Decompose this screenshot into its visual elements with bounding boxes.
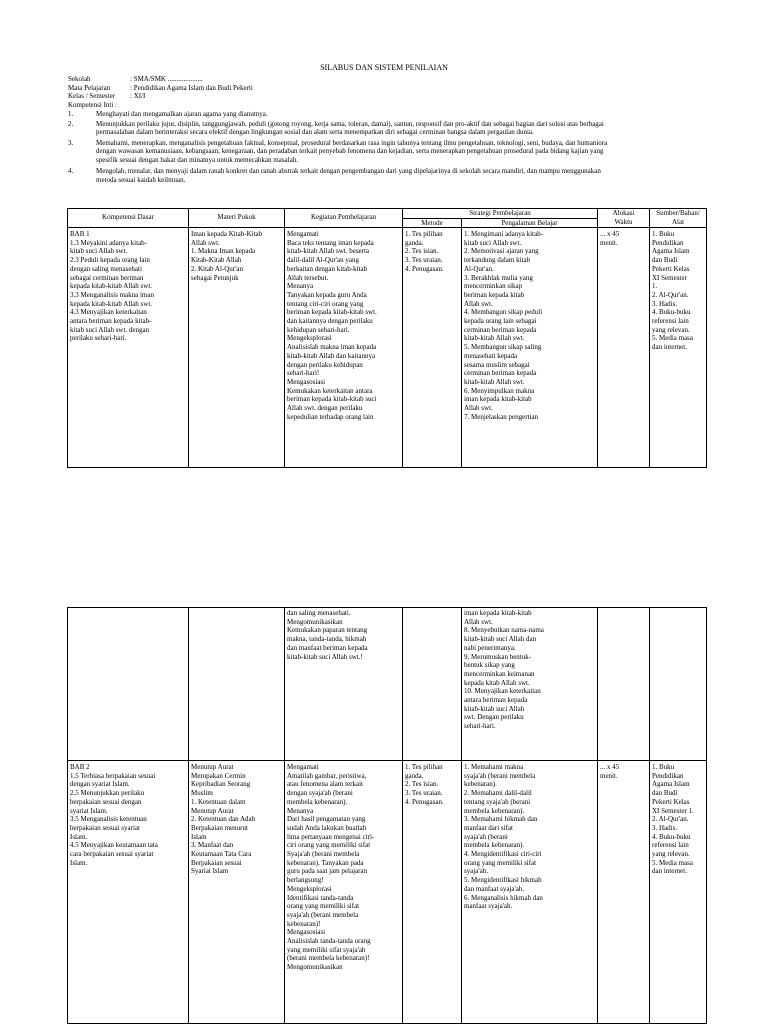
kompetensi-inti-item — [68, 139, 708, 165]
cell-line: Allah swt. dengan perilaku — [287, 404, 363, 412]
pengalaman-cell — [462, 228, 597, 467]
cell-line: 6. Menganalisis hikmah dan — [464, 893, 543, 902]
kompetensi-inti-item — [68, 110, 708, 119]
cell-line: 1.5 Terbiasa berpakaian sesuai — [70, 771, 156, 780]
cell-line: 2. Al-Qur'an. — [652, 290, 689, 299]
cell-line: dan internet. — [652, 867, 687, 876]
cell-line: Mengamati — [287, 230, 319, 238]
cell-line: dengan saling menasehati — [70, 264, 142, 273]
cell-line: 9. Merumuskan bentuk- — [464, 652, 532, 661]
cell-line: orang yang memiliki sifat — [464, 858, 537, 867]
cell-line: kitab-kitab Allah swt. — [464, 377, 525, 386]
item-number: 4. — [68, 167, 74, 176]
cell-line: Keutamaan Tata Cara — [191, 850, 252, 858]
item-text-line: Menunjukkan perilaku jujur, disiplin, tanggungjawab, peduli (gotong royong, kerja sama, toleran, damai), santun, responsif dan pro-aktif dan sebagai bagian dari solusi atas berbagai — [96, 119, 604, 128]
item-text-line: metoda sesuai kaidah keilmuan. — [96, 175, 186, 184]
cell-line: dan saling menasehati. — [287, 609, 351, 617]
cell-line: dan Budi — [652, 256, 678, 265]
cell-line: ganda. — [405, 771, 424, 780]
cell-line: kitab-kitab Allah swt. — [464, 334, 525, 343]
cell-line: beriman kepada kitab — [464, 290, 525, 299]
cell-line: BAB 2 — [70, 763, 90, 771]
cell-line: Allah swt. — [464, 299, 493, 308]
cell-line: 1. Ketentuan dalam — [191, 797, 246, 806]
cell-line: Kemukakan paparan tentang — [287, 626, 368, 635]
cell-line: sehari-hari! — [287, 369, 320, 378]
cell-line: 3.3 Menganalisis makna iman — [70, 290, 154, 299]
cell-line: 2. Memotivasi ajaran yang — [464, 247, 539, 256]
header-label: Sekolah — [68, 75, 91, 83]
cell-line: mencerminkan sikap — [464, 282, 523, 291]
cell-line: 2.5 Menunjukkan perilaku — [70, 789, 145, 798]
cell-line: membela kebenaran). — [287, 797, 348, 806]
cell-line: 4. Buku-buku — [652, 308, 691, 317]
cell-line: 4. Penugasan. — [405, 797, 444, 806]
cell-line: 4. Membangun sikap peduli — [464, 308, 543, 317]
cell-line: manfaat dari sifat — [464, 823, 513, 832]
item-text-line: dengan wawasan kemanusiaan, kebangsaan, kenegaraan, dan peradaban terkait penyebab fenomena dan kejadian, serta menerapkan pengetahuan prosedural pada bidang kajian yang — [96, 147, 604, 156]
cell-line: bentuk sikap yang — [464, 661, 515, 670]
cell-line: Dari hasil pengamatan yang — [287, 815, 366, 824]
header-value: : XI/I — [130, 92, 146, 100]
cell-line: 5. Mengidentifikasi hikmah — [464, 876, 542, 885]
cell-line: kebenaran). Tanyakan pada — [287, 858, 364, 867]
alokasi-cell — [598, 761, 649, 1023]
cell-line: 4. Buku-buku — [652, 832, 691, 841]
cell-line: yang relevan. — [652, 325, 690, 334]
cell-line: nabi penerimanya. — [464, 643, 516, 652]
cell-line: yang memiliki sifat syaja'ah — [287, 945, 366, 954]
cell-line: cerminan beriman kepada — [464, 325, 537, 334]
cell-line: dan manfaat beriman kepada — [287, 643, 368, 652]
materi-cell — [189, 608, 284, 760]
cell-line: 2. Al-Qur'an. — [652, 815, 689, 824]
cell-line: kitab suci Allah swt. dengan — [70, 325, 150, 334]
cell-line: 8. Menyebutkan nama-nama — [464, 626, 544, 635]
cell-line: mencerminkan keimanan — [464, 669, 535, 678]
cell-line: XI Semester 1. — [652, 806, 694, 815]
cell-line: Mengomunikasikan — [287, 617, 343, 626]
item-text-line: spesifik sesuai dengan bakat dan minatnya untuk memecahkan masalah. — [96, 155, 298, 164]
cell-line: dengan perilaku kehidupan — [287, 360, 363, 369]
cell-line: kepada kitab-kitab Allah swt. — [70, 299, 153, 308]
cell-line: iman kepada kitab-kitab — [464, 609, 532, 617]
cell-line: 4.3 Menyajikan keterkaitan — [70, 308, 147, 317]
alokasi-cell — [598, 228, 649, 467]
kd-cell — [68, 228, 188, 467]
cell-line: 2. Ketentuan dan Adab — [191, 815, 256, 824]
cell-line: kitab-kitab suci Allah swt.! — [287, 652, 363, 661]
cell-line: Allah tersebut. — [287, 273, 329, 282]
cell-line: Kepribadian Seorang — [191, 780, 251, 789]
cell-line: sudah Anda lakukan buatlah — [287, 823, 367, 832]
cell-line: Islam. — [70, 832, 88, 841]
item-text-line: Memahami, menerapkan, menganalisis pengetahuan faktual, konseptual, prosedural berdasarkan rasa ingin tahunya tentang ilmu pengetahuan, teknologi, seni, budaya, dan humaniora — [96, 138, 608, 147]
cell-line: 3. Tes uraian. — [405, 789, 443, 798]
alokasi-cell — [598, 608, 649, 760]
metode-cell — [403, 228, 461, 467]
cell-line: referensi lain — [652, 841, 689, 850]
cell-line: dan Budi — [652, 789, 678, 798]
sumber-cell — [650, 761, 706, 1023]
cell-line: Analisislah makna iman kepada — [287, 343, 377, 352]
cell-line: kehidupan sehari-hari. — [287, 325, 350, 334]
kd-cell — [68, 608, 188, 760]
cell-line: Menutup Aurat — [191, 806, 234, 815]
cell-line: swt. Dengan perilaku — [464, 713, 524, 722]
cell-line: 2. Memahami dalil-dalil — [464, 789, 532, 798]
cell-line: Mengasosiasi — [287, 928, 326, 937]
header-pengalaman-belajar: Pengalaman Belajar — [462, 218, 598, 228]
cell-line: Mengamati — [287, 763, 319, 771]
cell-line: Pendidikan — [652, 238, 684, 247]
cell-line: Menutup Aurat — [191, 763, 234, 771]
header-value: : Pendidikan Agama Islam dan Budi Pekerti — [130, 83, 253, 92]
cell-line: 5. Media masa — [652, 858, 694, 867]
item-number: 3. — [68, 138, 74, 147]
cell-line: XI Semester — [652, 273, 687, 282]
cell-line: berlangsung! — [287, 876, 324, 885]
cell-line: iman kepada kitab-kitab — [464, 395, 532, 404]
materi-cell — [189, 228, 284, 467]
cell-line: 1. Mengimani adanya kitab- — [464, 230, 543, 238]
sumber-cell — [650, 228, 706, 467]
cell-line: Pendidikan — [652, 771, 684, 780]
cell-line: Al-Qur'an. — [464, 264, 494, 273]
page-title: SILABUS DAN SISTEM PENILAIAN — [320, 63, 448, 72]
cell-line: kitab-kitab suci Allah dan — [464, 635, 537, 644]
header-strategi-pembelajaran: Strategi Pembelajaran — [403, 209, 598, 219]
cell-line: makna, tanda-tanda, hikmah — [287, 635, 367, 644]
cell-line: 2. Kitab Al-Qur'an — [191, 264, 244, 273]
cell-line: kebenaran)! — [287, 919, 321, 928]
cell-line: berkaitan dengan kitab-kitab — [287, 264, 368, 273]
cell-line: Pekerti Kelas — [652, 797, 690, 806]
cell-line: Menanya — [287, 806, 314, 815]
cell-line: membela kebenaran). — [464, 806, 525, 815]
cell-line: 3. Hadis. — [652, 823, 678, 832]
cell-line: menit. — [600, 771, 618, 780]
cell-line: Kemukakan keterkaitan antara — [287, 386, 373, 395]
cell-line: Menanya — [287, 282, 314, 291]
sumber-cell — [650, 608, 706, 760]
cell-line: 1. Tes pilihan — [405, 763, 443, 771]
cell-line: Tanyakan kepada guru Anda — [287, 290, 367, 299]
cell-line: 5. Membangun sikap saling — [464, 343, 542, 352]
cell-line: ganda. — [405, 238, 424, 247]
cell-line: berpakaian sesuai syariat — [70, 823, 140, 832]
cell-line: menit. — [600, 238, 618, 247]
cell-line: kepada orang lain sebagai — [464, 317, 537, 325]
cell-line: Allah swt. — [464, 617, 493, 626]
cell-line: Agama Islam — [652, 247, 690, 256]
cell-line: perilaku sehari-hari. — [70, 334, 127, 343]
cell-line: 1.3 Meyakini adanya kitab- — [70, 238, 147, 247]
cell-line: sesama muslim sebagai — [464, 360, 530, 369]
cell-line: 4. Penugasan. — [405, 264, 444, 273]
header-metode: Metode — [403, 218, 462, 228]
cell-line: 2.3 Peduli kepada orang lain — [70, 256, 150, 265]
cell-line: 7. Menjelaskan pengertian — [464, 412, 539, 421]
cell-line: Muslim — [191, 789, 213, 798]
cell-line: 4.5 Menyajikan keutamaan tata — [70, 841, 158, 850]
cell-line: 3. Tes uraian. — [405, 256, 443, 265]
cell-line: berpakaian sesuai dengan — [70, 797, 142, 806]
kegiatan-cell — [285, 761, 402, 1023]
cell-line: kepada kitab Allah swt. — [464, 678, 530, 687]
cell-line: ... x 45 — [600, 763, 620, 771]
cell-line: dan internet. — [652, 343, 687, 352]
cell-line: kepada kitab-kitab Allah swt. — [70, 282, 153, 291]
cell-line: syariat Islam. — [70, 806, 108, 815]
cell-line: Mengeksplorasi — [287, 334, 332, 343]
cell-line: cerminan beriman kepada — [464, 369, 537, 378]
item-number: 1. — [68, 110, 74, 118]
cell-line: tentang syaja'ah (berani — [464, 797, 531, 806]
cell-line: ciri orang yang memiliki sifat — [287, 841, 371, 850]
cell-line: beriman kepada kitab-kitab suci — [287, 395, 377, 404]
cell-line: syaja'ah (berani — [464, 832, 508, 841]
cell-line: Mengasosiasi — [287, 377, 326, 386]
cell-line: syaja'ah (berani membela — [464, 771, 536, 780]
syllabus-table-2 — [67, 607, 707, 1024]
cell-line: 1. Memahami makna — [464, 763, 524, 771]
cell-line: Mengeksplorasi — [287, 884, 332, 893]
header-alokasi-waktu: Alokasi Waktu — [598, 209, 650, 228]
cell-line: kitab suci Allah swt. — [70, 247, 128, 256]
metode-cell — [403, 608, 461, 760]
cell-line: guru pada saat jam pelajaran — [287, 867, 368, 876]
cell-line: terkandung dalam kitab — [464, 256, 531, 265]
cell-line: beriman kepada kitab-kitab swt. — [287, 308, 377, 317]
header-value: : SMA/SMK .................... — [130, 75, 203, 83]
cell-line: dan manfaat syaja'ah. — [464, 884, 525, 893]
cell-line: kitab-kitab Allah dan kaitannya — [287, 351, 376, 360]
cell-line: Syariat Islam — [191, 867, 229, 876]
materi-cell — [189, 761, 284, 1023]
cell-line: Merupakan Cermin — [191, 771, 246, 780]
header-sumber-bahan-alat: Sumber/Bahan/ Alat — [650, 209, 707, 228]
cell-line: 1. — [652, 282, 658, 291]
cell-line: 2. Tes isian. — [405, 780, 439, 789]
cell-line: Berpakaian sesuai — [191, 858, 242, 867]
cell-line: Islam — [191, 832, 207, 841]
cell-line: antara beriman kepada — [464, 696, 528, 704]
kd-cell — [68, 761, 188, 1023]
cell-line: 1. Buku — [652, 763, 675, 771]
cell-line: dalil-dalil Al-Qur'an yang — [287, 256, 360, 265]
cell-line: menasehati kepada — [464, 351, 518, 360]
cell-line: cara berpakaian sesuai syariat — [70, 850, 154, 858]
cell-line: sebagai Petunjuk — [191, 273, 239, 282]
cell-line: 5. Media masa — [652, 334, 694, 343]
cell-line: Allah swt. — [191, 238, 220, 247]
kompetensi-inti-item — [68, 120, 708, 137]
cell-line: dan kaitannya dengan perilaku — [287, 317, 373, 325]
cell-line: referensi lain — [652, 317, 689, 325]
kegiatan-cell — [285, 228, 402, 467]
kompetensi-inti-item — [68, 167, 708, 184]
cell-line: 1. Buku — [652, 230, 675, 238]
cell-line: membela kebenaran). — [464, 841, 525, 850]
header-kompetensi-dasar: Kompetensi Dasar — [68, 209, 189, 228]
cell-line: ... x 45 — [600, 230, 620, 238]
item-text-line: Mengolah, menalar, dan menyaji dalam ranah konkret dan ranah abstrak terkait dengan pengembangan dari yang dipelajarinya di sekolah secara mandiri, dan mampu menggunakan — [96, 167, 601, 176]
cell-line: manfaat syaja'ah. — [464, 902, 513, 911]
cell-line: dengan syaja'ah (berani — [287, 789, 353, 798]
header-label: Kelas / Semester — [68, 92, 116, 100]
cell-line: syaja'ah (berani membela — [287, 910, 359, 919]
cell-line: sehari-hari. — [464, 722, 496, 731]
cell-line: orang yang memiliki sifat — [287, 902, 360, 911]
header-kegiatan-pembelajaran: Kegiatan Pembelajaran — [285, 209, 403, 228]
cell-line: Syaja'ah (berani membela — [287, 850, 360, 858]
cell-line: kebenaran). — [464, 780, 497, 789]
cell-line: kitab-kitab Allah swt. beserta — [287, 247, 370, 256]
cell-line: sebagai cerminan beriman — [70, 273, 144, 282]
cell-line: Agama Islam — [652, 780, 690, 789]
cell-line: BAB 1 — [70, 230, 90, 238]
cell-line: (berani membela kebenaran)! — [287, 954, 370, 963]
cell-line: 3. Memahami hikmah dan — [464, 815, 538, 824]
cell-line: 3. Berakhlak mulia yang — [464, 273, 533, 282]
cell-line: Allah swt. — [464, 404, 493, 412]
cell-line: 10. Menyajikan keterkaitan — [464, 687, 541, 696]
cell-line: Amatilah gambar, peristiwa, — [287, 771, 367, 780]
header-materi-pokok: Materi Pokok — [189, 209, 285, 228]
metode-cell — [403, 761, 461, 1023]
cell-line: 3. Hadis. — [652, 299, 678, 308]
cell-line: Mengomunikasikan — [287, 963, 343, 972]
cell-line: yang relevan. — [652, 850, 690, 858]
cell-line: 3. Manfaat dan — [191, 841, 234, 850]
cell-line: Berpakaian menurut — [191, 823, 248, 832]
cell-line: 6. Menyimpulkan makna — [464, 386, 535, 395]
cell-line: 2. Tes isian. — [405, 247, 439, 256]
cell-line: Iman kepada Kitab-Kitab — [191, 230, 263, 238]
cell-line: Kitab-Kitab Allah — [191, 256, 242, 265]
cell-line: 3.5 Menganalisis ketentuan — [70, 815, 147, 824]
pengalaman-cell — [462, 761, 597, 1023]
cell-line: antara beriman kepada kitab- — [70, 317, 152, 325]
cell-line: 1. Tes pilihan — [405, 230, 443, 238]
pengalaman-cell — [462, 608, 597, 760]
header-label: Kompetensi Inti : — [68, 100, 117, 109]
cell-line: 1. Makna Iman kepada — [191, 247, 256, 256]
cell-line: kitab suci Allah swt. — [464, 238, 522, 247]
item-number: 2. — [68, 119, 74, 128]
item-text-line: permasalahan dalam berinteraksi secara efektif dengan lingkungan sosial dan alam serta menempatkan diri sebagai cerminan bangsa dalam pergaulan dunia. — [96, 128, 534, 137]
cell-line: 4. Mengidentifikasi ciri-ciri — [464, 850, 542, 858]
cell-line: Pekerti Kelas — [652, 264, 690, 273]
cell-line: Baca teks tentang iman kepada — [287, 238, 374, 247]
cell-line: atau fenomena alam terkait — [287, 780, 363, 789]
cell-line: kepedulian terhadap orang lain — [287, 412, 374, 421]
header-label: Mata Pelajaran — [68, 83, 111, 92]
cell-line: Identifikasi tanda-tanda — [287, 893, 354, 902]
cell-line: kitab-kitab suci Allah — [464, 704, 525, 713]
syllabus-table-1 — [67, 208, 707, 468]
cell-line: Islam. — [70, 858, 88, 867]
cell-line: dengan syariat Islam. — [70, 780, 130, 789]
cell-line: lima pertanyaan mengenai ciri- — [287, 832, 375, 841]
kegiatan-cell — [285, 608, 402, 760]
cell-line: tentang ciri-ciri orang yang — [287, 299, 364, 308]
item-text-line: Menghayati dan mengamalkan ajaran agama yang dianutnya. — [96, 110, 268, 118]
cell-line: syaja'ah. — [464, 867, 489, 876]
cell-line: Analisislah tanda-tanda orang — [287, 937, 371, 945]
